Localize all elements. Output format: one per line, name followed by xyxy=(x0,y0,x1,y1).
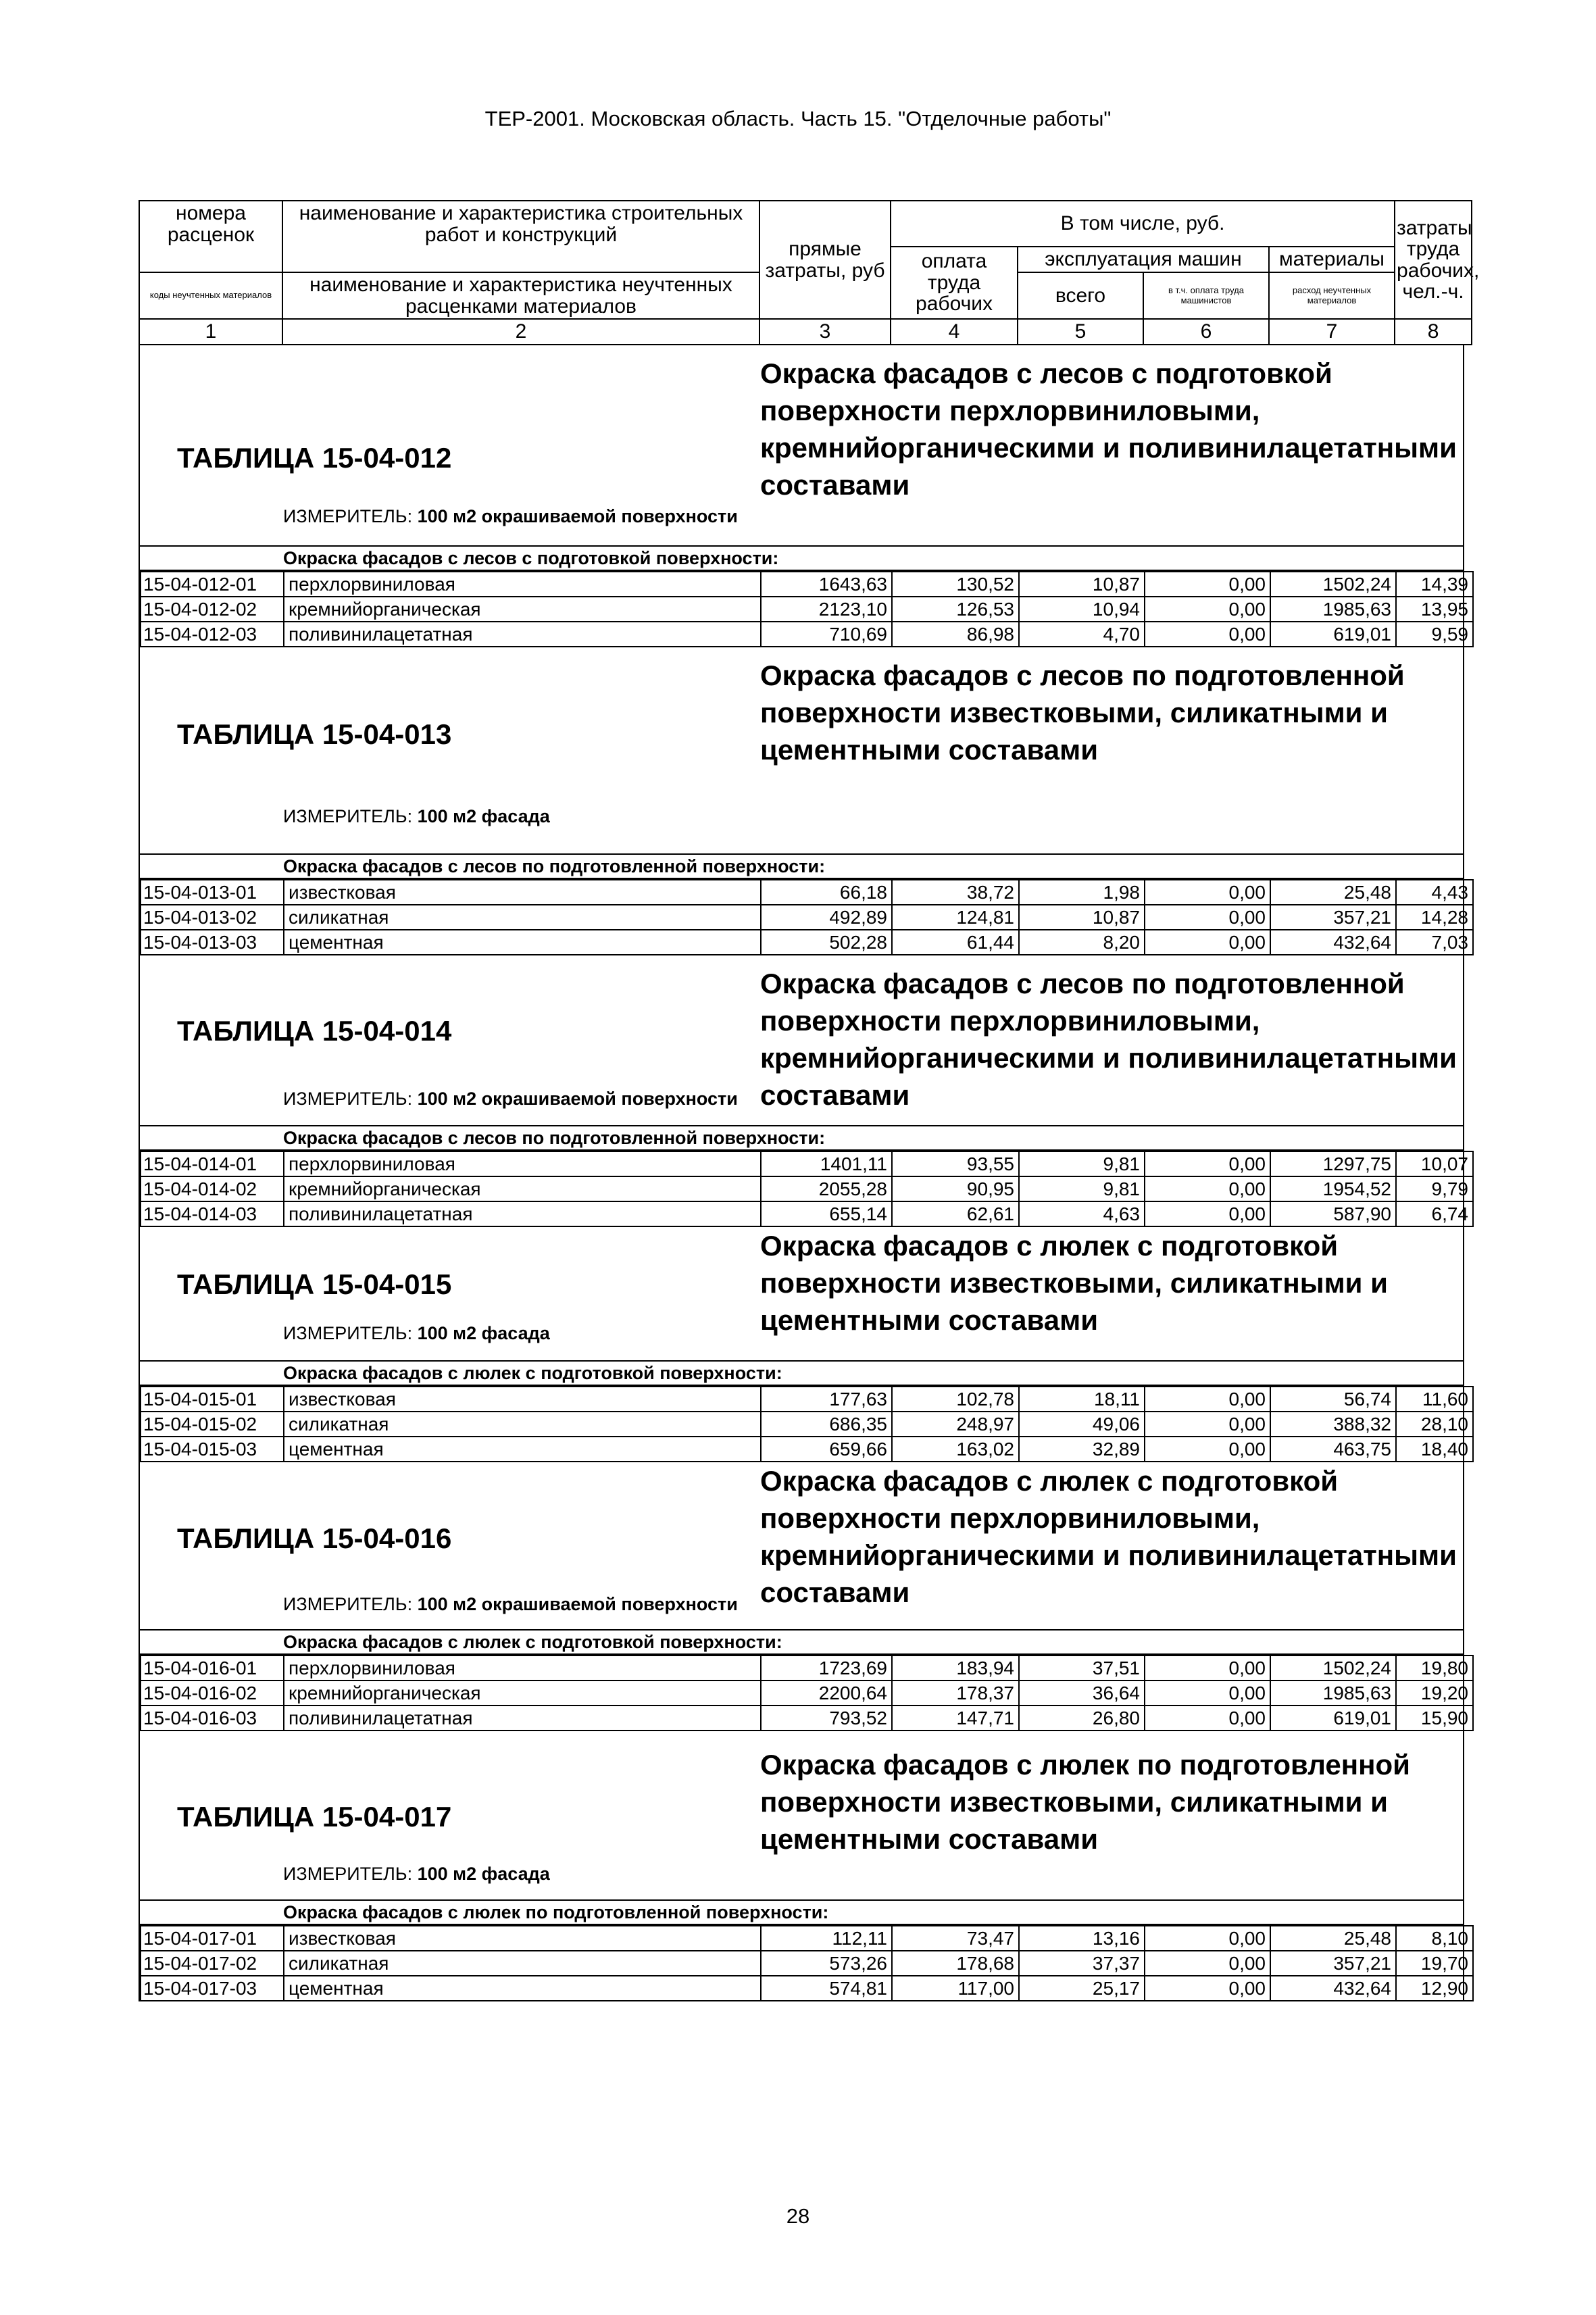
rate-value: 62,61 xyxy=(892,1201,1019,1226)
rates-table xyxy=(140,1655,1474,1731)
table-row xyxy=(141,880,1473,905)
rate-value: 11,60 xyxy=(1396,1387,1473,1412)
rate-value: 0,00 xyxy=(1145,572,1270,597)
rate-value: 1985,63 xyxy=(1270,1681,1396,1706)
rate-value: 32,89 xyxy=(1019,1437,1145,1462)
rate-value: 0,00 xyxy=(1145,905,1270,930)
rate-table-section xyxy=(139,1731,1468,2001)
rate-name: цементная xyxy=(284,1437,761,1462)
table-subheader: Окраска фасадов с лесов с подготовкой поверхности: xyxy=(140,545,1463,571)
col-header-group: В том числе, руб. xyxy=(891,201,1395,247)
rate-name: поливинилацетатная xyxy=(284,622,761,647)
rate-value: 10,94 xyxy=(1019,597,1145,622)
rate-value: 56,74 xyxy=(1270,1387,1396,1412)
rate-value: 112,11 xyxy=(761,1926,892,1951)
table-row xyxy=(141,905,1473,930)
rate-value: 178,68 xyxy=(892,1951,1019,1976)
col-header-material-usage: расход неучтенных материалов xyxy=(1269,272,1395,319)
rate-value: 1502,24 xyxy=(1270,572,1396,597)
rate-value: 655,14 xyxy=(761,1201,892,1226)
rate-value: 15,90 xyxy=(1396,1706,1473,1731)
page-running-header: ТЕР-2001. Московская область. Часть 15. "Отделочные работы" xyxy=(484,107,1112,130)
table-title: Окраска фасадов с люлек с подготовкой поверхности известковыми, силикатными и цементными составами xyxy=(760,1229,1388,1336)
measure-prefix: ИЗМЕРИТЕЛЬ: xyxy=(283,1088,413,1109)
table-row xyxy=(141,1656,1473,1681)
rates-document xyxy=(139,200,1480,2001)
page-number: 28 xyxy=(786,2204,810,2228)
table-number: ТАБЛИЦА 15-04-013 xyxy=(177,718,452,750)
rate-value: 117,00 xyxy=(892,1976,1019,2001)
rate-value: 49,06 xyxy=(1019,1412,1145,1437)
rate-value: 432,64 xyxy=(1270,930,1396,955)
rate-code: 15-04-013-03 xyxy=(141,930,284,955)
rate-value: 130,52 xyxy=(892,572,1019,597)
rate-value: 388,32 xyxy=(1270,1412,1396,1437)
col-number: 5 xyxy=(1018,319,1143,345)
table-row xyxy=(141,1976,1473,2001)
rate-table-section xyxy=(139,955,1468,1227)
rate-code: 15-04-016-03 xyxy=(141,1706,284,1731)
col-header-codes: номера расценок xyxy=(139,201,282,247)
rate-value: 126,53 xyxy=(892,597,1019,622)
rate-name: известковая xyxy=(284,880,761,905)
rate-value: 0,00 xyxy=(1145,1387,1270,1412)
table-row xyxy=(141,1412,1473,1437)
table-subheader: Окраска фасадов с люлек с подготовкой поверхности: xyxy=(140,1629,1463,1655)
rate-name: кремнийорганическая xyxy=(284,1176,761,1201)
rate-value: 0,00 xyxy=(1145,1976,1270,2001)
table-title: Окраска фасадов с лесов по подготовленной поверхности перхлорвиниловыми, кремнийорганическими и поливинилацетатными составами xyxy=(760,967,1457,1111)
table-subheader: Окраска фасадов с лесов по подготовленной поверхности: xyxy=(140,1125,1463,1151)
col-header-works: наименование и характеристика строительных работ и конструкций xyxy=(282,201,759,247)
col-number: 1 xyxy=(139,319,282,345)
rate-code: 15-04-017-03 xyxy=(141,1976,284,2001)
rate-value: 28,10 xyxy=(1396,1412,1473,1437)
rate-name: перхлорвиниловая xyxy=(284,572,761,597)
rate-value: 26,80 xyxy=(1019,1706,1145,1731)
rate-value: 9,81 xyxy=(1019,1176,1145,1201)
measure-unit xyxy=(283,1864,550,1885)
rate-code: 15-04-015-03 xyxy=(141,1437,284,1462)
table-row xyxy=(141,1681,1473,1706)
table-row xyxy=(141,622,1473,647)
rate-value: 357,21 xyxy=(1270,905,1396,930)
rate-value: 183,94 xyxy=(892,1656,1019,1681)
table-title: Окраска фасадов с люлек по подготовленной поверхности известковыми, силикатными и цементными составами xyxy=(760,1748,1410,1855)
col-number: 4 xyxy=(891,319,1018,345)
rate-value: 0,00 xyxy=(1145,880,1270,905)
measure-prefix: ИЗМЕРИТЕЛЬ: xyxy=(283,805,413,826)
rate-value: 463,75 xyxy=(1270,1437,1396,1462)
table-row xyxy=(141,572,1473,597)
rate-value: 4,70 xyxy=(1019,622,1145,647)
col-header-materials-desc: наименование и характеристика неучтенных расценками материалов xyxy=(282,272,759,319)
table-row xyxy=(141,1926,1473,1951)
rate-value: 37,37 xyxy=(1019,1951,1145,1976)
rate-value: 0,00 xyxy=(1145,622,1270,647)
rate-value: 8,10 xyxy=(1396,1926,1473,1951)
rate-value: 1502,24 xyxy=(1270,1656,1396,1681)
rate-value: 61,44 xyxy=(892,930,1019,955)
table-number: ТАБЛИЦА 15-04-014 xyxy=(177,1014,452,1047)
table-row xyxy=(141,597,1473,622)
rate-value: 1723,69 xyxy=(761,1656,892,1681)
rate-value: 659,66 xyxy=(761,1437,892,1462)
rate-value: 13,95 xyxy=(1396,597,1473,622)
rate-value: 18,40 xyxy=(1396,1437,1473,1462)
rate-value: 587,90 xyxy=(1270,1201,1396,1226)
rate-value: 0,00 xyxy=(1145,1706,1270,1731)
rate-value: 13,16 xyxy=(1019,1926,1145,1951)
rate-value: 93,55 xyxy=(892,1151,1019,1176)
rate-value: 19,80 xyxy=(1396,1656,1473,1681)
rate-value: 1954,52 xyxy=(1270,1176,1396,1201)
rate-code: 15-04-012-02 xyxy=(141,597,284,622)
rate-value: 4,43 xyxy=(1396,880,1473,905)
rate-value: 574,81 xyxy=(761,1976,892,2001)
table-row xyxy=(141,930,1473,955)
table-number: ТАБЛИЦА 15-04-017 xyxy=(177,1800,452,1833)
rate-value: 147,71 xyxy=(892,1706,1019,1731)
rate-name: силикатная xyxy=(284,905,761,930)
rate-value: 248,97 xyxy=(892,1412,1019,1437)
table-number: ТАБЛИЦА 15-04-016 xyxy=(177,1522,452,1554)
col-header-labour-hours: затраты труда рабочих, чел.-ч. xyxy=(1395,201,1472,319)
rate-code: 15-04-014-02 xyxy=(141,1176,284,1201)
table-row xyxy=(141,1176,1473,1201)
rate-code: 15-04-014-03 xyxy=(141,1201,284,1226)
table-row xyxy=(141,1706,1473,1731)
rate-code: 15-04-012-03 xyxy=(141,622,284,647)
rates-table xyxy=(140,1925,1474,2001)
rate-value: 0,00 xyxy=(1145,1176,1270,1201)
rate-code: 15-04-013-02 xyxy=(141,905,284,930)
rate-value: 6,74 xyxy=(1396,1201,1473,1226)
rate-name: поливинилацетатная xyxy=(284,1201,761,1226)
measure-prefix: ИЗМЕРИТЕЛЬ: xyxy=(283,1593,413,1614)
rate-name: перхлорвиниловая xyxy=(284,1151,761,1176)
rate-name: поливинилацетатная xyxy=(284,1706,761,1731)
rate-name: цементная xyxy=(284,1976,761,2001)
rate-value: 163,02 xyxy=(892,1437,1019,1462)
col-number: 8 xyxy=(1395,319,1472,345)
rate-value: 90,95 xyxy=(892,1176,1019,1201)
rate-value: 14,28 xyxy=(1396,905,1473,930)
rate-value: 502,28 xyxy=(761,930,892,955)
rate-value: 86,98 xyxy=(892,622,1019,647)
rate-value: 432,64 xyxy=(1270,1976,1396,2001)
measure-value: 100 м2 окрашиваемой поверхности xyxy=(417,1088,738,1109)
rate-value: 793,52 xyxy=(761,1706,892,1731)
rate-name: известковая xyxy=(284,1926,761,1951)
rate-value: 73,47 xyxy=(892,1926,1019,1951)
rate-value: 1,98 xyxy=(1019,880,1145,905)
rate-value: 619,01 xyxy=(1270,1706,1396,1731)
rate-name: кремнийорганическая xyxy=(284,597,761,622)
rate-table-section xyxy=(139,345,1468,647)
measure-value: 100 м2 окрашиваемой поверхности xyxy=(417,505,738,526)
table-row xyxy=(141,1151,1473,1176)
rate-tables xyxy=(139,345,1468,2001)
rate-value: 12,90 xyxy=(1396,1976,1473,2001)
rate-code: 15-04-015-02 xyxy=(141,1412,284,1437)
rate-value: 619,01 xyxy=(1270,622,1396,647)
measure-prefix: ИЗМЕРИТЕЛЬ: xyxy=(283,1863,413,1884)
rate-name: силикатная xyxy=(284,1951,761,1976)
col-number: 7 xyxy=(1269,319,1395,345)
rate-value: 686,35 xyxy=(761,1412,892,1437)
column-header-table xyxy=(139,200,1480,345)
rate-value: 1643,63 xyxy=(761,572,892,597)
table-number: ТАБЛИЦА 15-04-015 xyxy=(177,1268,452,1300)
rate-value: 0,00 xyxy=(1145,1151,1270,1176)
rate-value: 25,48 xyxy=(1270,880,1396,905)
table-row xyxy=(141,1387,1473,1412)
rate-value: 357,21 xyxy=(1270,1951,1396,1976)
rate-value: 492,89 xyxy=(761,905,892,930)
rate-value: 0,00 xyxy=(1145,1412,1270,1437)
rate-code: 15-04-017-01 xyxy=(141,1926,284,1951)
rate-value: 8,20 xyxy=(1019,930,1145,955)
rate-value: 710,69 xyxy=(761,622,892,647)
table-row xyxy=(141,1437,1473,1462)
rate-value: 18,11 xyxy=(1019,1387,1145,1412)
table-title: Окраска фасадов с лесов по подготовленной поверхности известковыми, силикатными и цементными составами xyxy=(760,659,1405,766)
rate-value: 0,00 xyxy=(1145,1951,1270,1976)
rate-value: 25,17 xyxy=(1019,1976,1145,2001)
col-header-wages: оплата труда рабочих xyxy=(891,247,1018,319)
rate-value: 0,00 xyxy=(1145,597,1270,622)
rates-table xyxy=(140,1151,1474,1227)
rate-value: 36,64 xyxy=(1019,1681,1145,1706)
rate-code: 15-04-015-01 xyxy=(141,1387,284,1412)
rate-value: 38,72 xyxy=(892,880,1019,905)
measure-value: 100 м2 фасада xyxy=(417,1863,550,1884)
rate-value: 0,00 xyxy=(1145,1681,1270,1706)
rate-value: 9,79 xyxy=(1396,1176,1473,1201)
measure-prefix: ИЗМЕРИТЕЛЬ: xyxy=(283,505,413,526)
rate-name: силикатная xyxy=(284,1412,761,1437)
rate-value: 0,00 xyxy=(1145,1656,1270,1681)
rate-table-section xyxy=(139,1462,1468,1731)
rate-code: 15-04-014-01 xyxy=(141,1151,284,1176)
rate-value: 0,00 xyxy=(1145,1201,1270,1226)
rate-value: 2055,28 xyxy=(761,1176,892,1201)
rate-value: 9,59 xyxy=(1396,622,1473,647)
rate-value: 14,39 xyxy=(1396,572,1473,597)
rate-value: 178,37 xyxy=(892,1681,1019,1706)
rate-value: 7,03 xyxy=(1396,930,1473,955)
rate-code: 15-04-012-01 xyxy=(141,572,284,597)
rate-value: 573,26 xyxy=(761,1951,892,1976)
rate-name: перхлорвиниловая xyxy=(284,1656,761,1681)
measure-value: 100 м2 окрашиваемой поверхности xyxy=(417,1593,738,1614)
col-header-machines-total: всего xyxy=(1018,272,1143,319)
table-subheader: Окраска фасадов с люлек по подготовленной поверхности: xyxy=(140,1899,1463,1925)
table-subheader: Окраска фасадов с люлек с подготовкой поверхности: xyxy=(140,1360,1463,1386)
rate-value: 10,07 xyxy=(1396,1151,1473,1176)
measure-unit xyxy=(283,506,738,527)
rate-value: 0,00 xyxy=(1145,1437,1270,1462)
rate-name: кремнийорганическая xyxy=(284,1681,761,1706)
measure-unit xyxy=(283,806,550,827)
rates-table xyxy=(140,879,1474,955)
table-row xyxy=(141,1201,1473,1226)
table-subheader: Окраска фасадов с лесов по подготовленной поверхности: xyxy=(140,853,1463,879)
measure-unit xyxy=(283,1089,738,1110)
table-title: Окраска фасадов с люлек с подготовкой поверхности перхлорвиниловыми, кремнийорганическими и поливинилацетатными составами xyxy=(760,1464,1457,1608)
measure-prefix: ИЗМЕРИТЕЛЬ: xyxy=(283,1322,413,1343)
table-number: ТАБЛИЦА 15-04-012 xyxy=(177,441,452,474)
rate-value: 10,87 xyxy=(1019,905,1145,930)
rate-table-section xyxy=(139,1227,1468,1462)
rate-code: 15-04-017-02 xyxy=(141,1951,284,1976)
rate-code: 15-04-013-01 xyxy=(141,880,284,905)
col-number: 3 xyxy=(759,319,891,345)
measure-value: 100 м2 фасада xyxy=(417,805,550,826)
col-header-machines: эксплуатация машин xyxy=(1018,247,1269,272)
rate-value: 37,51 xyxy=(1019,1656,1145,1681)
rate-value: 0,00 xyxy=(1145,930,1270,955)
rate-value: 124,81 xyxy=(892,905,1019,930)
rate-value: 2123,10 xyxy=(761,597,892,622)
col-header-operator-wages: в т.ч. оплата труда машинистов xyxy=(1143,272,1269,319)
measure-unit xyxy=(283,1323,550,1344)
measure-unit xyxy=(283,1594,738,1615)
rate-name: цементная xyxy=(284,930,761,955)
rate-value: 9,81 xyxy=(1019,1151,1145,1176)
rate-value: 25,48 xyxy=(1270,1926,1396,1951)
rate-value: 19,20 xyxy=(1396,1681,1473,1706)
col-number: 6 xyxy=(1143,319,1269,345)
rates-table xyxy=(140,1386,1474,1462)
table-title: Окраска фасадов с лесов с подготовкой поверхности перхлорвиниловыми, кремнийорганическими и поливинилацетатными составами xyxy=(760,357,1457,501)
col-header-direct-costs: прямые затраты, руб xyxy=(759,201,891,319)
rate-code: 15-04-016-02 xyxy=(141,1681,284,1706)
rate-value: 10,87 xyxy=(1019,572,1145,597)
col-header-material-codes: коды неучтенных материалов xyxy=(139,272,282,319)
measure-value: 100 м2 фасада xyxy=(417,1322,550,1343)
rate-name: известковая xyxy=(284,1387,761,1412)
rate-value: 102,78 xyxy=(892,1387,1019,1412)
table-row xyxy=(141,1951,1473,1976)
rate-value: 1985,63 xyxy=(1270,597,1396,622)
rate-value: 0,00 xyxy=(1145,1926,1270,1951)
rate-value: 1401,11 xyxy=(761,1151,892,1176)
rates-table xyxy=(140,571,1474,647)
rate-code: 15-04-016-01 xyxy=(141,1656,284,1681)
rate-value: 19,70 xyxy=(1396,1951,1473,1976)
rate-value: 66,18 xyxy=(761,880,892,905)
rate-table-section xyxy=(139,647,1468,955)
col-number: 2 xyxy=(282,319,759,345)
rate-value: 2200,64 xyxy=(761,1681,892,1706)
rate-value: 1297,75 xyxy=(1270,1151,1396,1176)
col-header-materials: материалы xyxy=(1269,247,1395,272)
rate-value: 4,63 xyxy=(1019,1201,1145,1226)
rate-value: 177,63 xyxy=(761,1387,892,1412)
